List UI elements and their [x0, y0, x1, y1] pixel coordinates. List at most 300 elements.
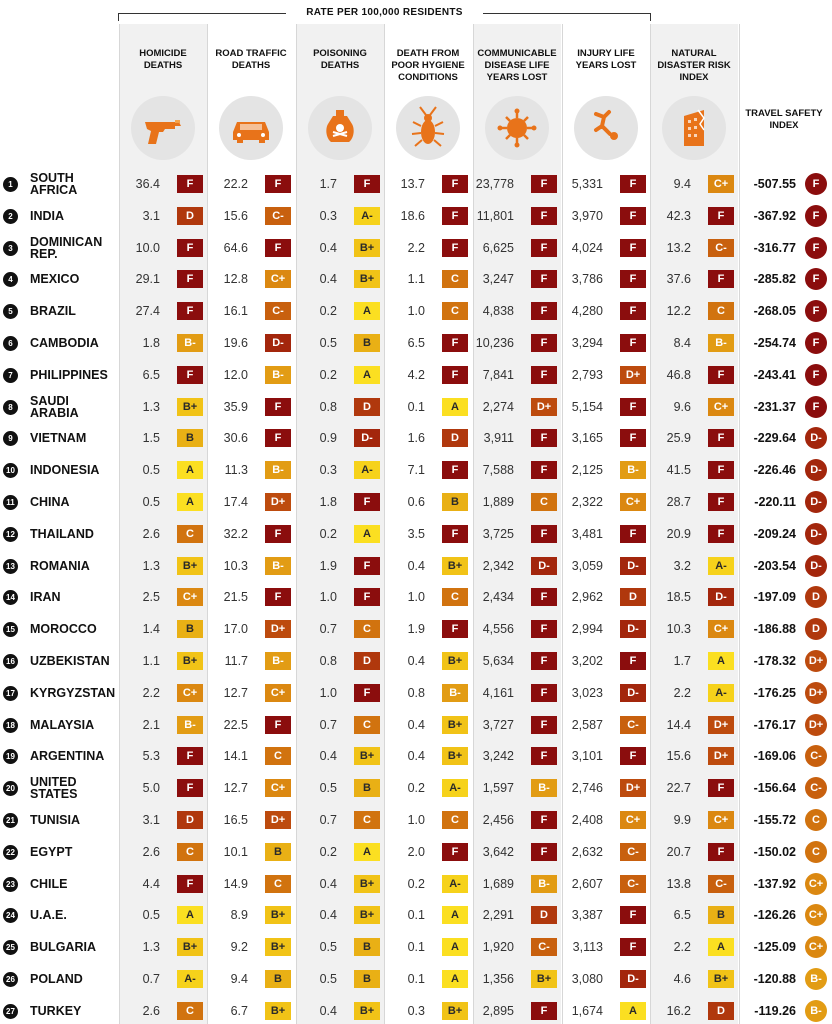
rank-badge: 27 [3, 1004, 18, 1019]
cell-value: 0.2 [407, 781, 425, 796]
grade-badge: F [708, 779, 734, 797]
grade-badge: F [708, 843, 734, 861]
cell-value: 2,793 [571, 367, 603, 382]
grade-badge: C+ [265, 270, 291, 288]
cell-value: 3,642 [482, 844, 514, 859]
grade-badge: B+ [177, 398, 203, 416]
column-header-disease: COMMUNICABLE DISEASE LIFE YEARS LOST [477, 48, 557, 83]
country-name: EGYPT [30, 844, 73, 859]
grade-badge: B+ [265, 906, 291, 924]
travel-safety-index-value: -220.11 [754, 495, 796, 509]
rank-badge: 8 [3, 400, 18, 415]
rank-badge: 3 [3, 241, 18, 256]
country-name: MOROCCO [30, 622, 97, 637]
travel-safety-index-value: -169.06 [753, 749, 796, 764]
cell-value: 25.9 [666, 431, 691, 446]
country-name: UZBEKISTAN [30, 654, 110, 668]
cell-value: 0.1 [407, 908, 425, 923]
cell-value: 6.5 [407, 336, 425, 350]
column-header-disaster: NATURAL DISASTER RISK INDEX [657, 48, 731, 83]
travel-safety-grade-badge: D- [805, 427, 827, 449]
travel-safety-index-value: -197.09 [753, 590, 796, 605]
cell-value: 1.4 [142, 622, 160, 637]
cell-value: 1,920 [482, 940, 514, 955]
travel-safety-grade-badge: D- [805, 491, 827, 513]
table-row [0, 454, 832, 486]
grade-badge: F [531, 684, 557, 702]
grade-badge: F [620, 175, 646, 193]
cell-value: 9.9 [673, 813, 691, 827]
grade-badge: F [177, 239, 203, 257]
country-name: UNITED STATES [30, 775, 78, 802]
grade-badge: C [177, 525, 203, 543]
virus-icon [485, 96, 549, 160]
table-row [0, 772, 832, 804]
grade-badge: F [531, 429, 557, 447]
cell-value: 0.4 [319, 749, 337, 764]
cell-value: 42.3 [666, 208, 691, 223]
cockroach-icon [396, 96, 460, 160]
table-row [0, 422, 832, 454]
travel-safety-index-value: -231.37 [753, 399, 796, 414]
table-row [0, 836, 832, 868]
grade-badge: F [531, 270, 557, 288]
grade-badge: F [442, 366, 468, 384]
grade-badge: B+ [531, 970, 557, 988]
cell-value: 1.6 [407, 431, 425, 446]
cell-value: 3,165 [571, 431, 603, 446]
grade-badge: C+ [708, 620, 734, 638]
cell-value: 0.4 [319, 876, 337, 891]
cell-value: 22.7 [666, 781, 691, 796]
travel-safety-index-value: -186.88 [753, 622, 796, 637]
grade-badge: B- [265, 366, 291, 384]
cell-value: 0.4 [319, 908, 337, 923]
rank-badge: 14 [3, 590, 18, 605]
grade-badge: F [531, 716, 557, 734]
cell-value: 2,434 [482, 590, 514, 605]
cell-value: 3,727 [482, 717, 514, 732]
rank-badge: 16 [3, 654, 18, 669]
grade-badge: D+ [531, 398, 557, 416]
table-row [0, 963, 832, 995]
cell-value: 1.0 [319, 685, 337, 700]
rank-badge: 7 [3, 368, 18, 383]
cell-value: 2,274 [482, 399, 514, 414]
cell-value: 0.2 [319, 526, 337, 541]
grade-badge: C- [531, 938, 557, 956]
grade-badge: F [265, 239, 291, 257]
cell-value: 0.6 [407, 495, 425, 509]
cell-value: 2.6 [142, 844, 160, 859]
grade-badge: A [442, 938, 468, 956]
travel-safety-index-value: -254.74 [753, 336, 796, 350]
cell-value: 1,674 [571, 1003, 603, 1018]
cell-value: 10.3 [223, 558, 248, 573]
grade-badge: F [442, 334, 468, 352]
damaged-building-icon [662, 96, 726, 160]
cell-value: 0.4 [319, 240, 337, 255]
grade-badge: C+ [265, 779, 291, 797]
cell-value: 1.3 [142, 399, 160, 414]
grade-badge: B [177, 620, 203, 638]
grade-badge: D- [265, 334, 291, 352]
country-name: INDONESIA [30, 463, 100, 478]
grade-badge: F [177, 779, 203, 797]
cell-value: 13.2 [666, 240, 691, 255]
grade-badge: B- [177, 334, 203, 352]
cell-value: 3,059 [571, 558, 603, 573]
travel-safety-index-header: TRAVEL SAFETY INDEX [745, 108, 823, 131]
cell-value: 0.8 [319, 399, 337, 414]
grade-badge: C- [265, 302, 291, 320]
cell-value: 3.1 [142, 208, 160, 223]
poison-bottle-icon [308, 96, 372, 160]
cell-value: 32.2 [223, 526, 248, 541]
rank-badge: 24 [3, 908, 18, 923]
travel-safety-index-value: -176.17 [753, 717, 796, 732]
column-header-injury: INJURY LIFE YEARS LOST [575, 48, 637, 71]
cell-value: 22.2 [223, 177, 248, 191]
cell-value: 5,634 [482, 654, 514, 668]
cell-value: 0.9 [319, 431, 337, 446]
grade-badge: A- [708, 684, 734, 702]
cell-value: 2,342 [482, 558, 514, 573]
cell-value: 8.4 [673, 336, 691, 350]
cell-value: 0.1 [407, 972, 425, 986]
grade-badge: C [442, 811, 468, 829]
travel-safety-grade-badge: F [805, 205, 827, 227]
grade-badge: D+ [265, 493, 291, 511]
cell-value: 0.4 [407, 717, 425, 732]
travel-safety-index-value: -203.54 [753, 558, 796, 573]
grade-badge: F [177, 366, 203, 384]
cell-value: 0.4 [407, 654, 425, 668]
grade-badge: B+ [354, 1002, 380, 1020]
cell-value: 1,356 [482, 972, 514, 986]
column-header-poison: POISONING DEATHS [313, 48, 367, 71]
travel-safety-index-value: -119.26 [754, 1003, 796, 1018]
cell-value: 2.1 [142, 717, 160, 732]
rank-badge: 26 [3, 972, 18, 987]
grade-badge: C- [620, 716, 646, 734]
cell-value: 12.7 [223, 781, 248, 796]
cell-value: 1.7 [673, 654, 691, 668]
country-name: SOUTH AFRICA [30, 171, 78, 197]
cell-value: 2.2 [673, 685, 691, 700]
rank-badge: 20 [3, 781, 18, 796]
table-row [0, 486, 832, 518]
grade-badge: F [177, 747, 203, 765]
grade-badge: B [708, 906, 734, 924]
cell-value: 14.1 [223, 749, 248, 764]
cell-value: 9.6 [673, 399, 691, 414]
grade-badge: A [442, 398, 468, 416]
grade-badge: A [708, 938, 734, 956]
column-header-homicide: HOMICIDE DEATHS [139, 48, 187, 71]
rank-badge: 25 [3, 940, 18, 955]
grade-badge: F [177, 875, 203, 893]
grade-badge: F [442, 239, 468, 257]
grade-badge: C+ [177, 684, 203, 702]
cell-value: 2,746 [571, 781, 603, 796]
cell-value: 21.5 [223, 590, 248, 605]
travel-safety-grade-badge: C+ [805, 904, 827, 926]
grade-badge: D- [708, 588, 734, 606]
cell-value: 3,481 [571, 526, 603, 541]
grade-badge: C+ [620, 493, 646, 511]
travel-safety-grade-badge: D+ [805, 682, 827, 704]
grade-badge: F [708, 207, 734, 225]
falling-person-icon [574, 96, 638, 160]
grade-badge: F [265, 525, 291, 543]
cell-value: 5.3 [142, 749, 160, 764]
cell-value: 2,632 [571, 844, 603, 859]
grade-badge: F [620, 398, 646, 416]
cell-value: 13.7 [400, 177, 425, 191]
grade-badge: D [354, 652, 380, 670]
grade-badge: F [442, 620, 468, 638]
travel-safety-grade-badge: F [805, 332, 827, 354]
cell-value: 10,236 [475, 336, 514, 350]
cell-value: 18.6 [400, 208, 425, 223]
travel-safety-grade-badge: B- [805, 1000, 827, 1022]
travel-safety-grade-badge: F [805, 300, 827, 322]
cell-value: 3,242 [482, 749, 514, 764]
cell-value: 6.5 [142, 367, 160, 382]
cell-value: 7,841 [482, 367, 514, 382]
table-row [0, 359, 832, 391]
grade-badge: B+ [442, 747, 468, 765]
cell-value: 23,778 [475, 177, 514, 191]
cell-value: 1.7 [319, 177, 337, 191]
country-name: IRAN [30, 590, 61, 605]
cell-value: 3,101 [571, 749, 603, 764]
car-icon [219, 96, 283, 160]
country-name: PHILIPPINES [30, 367, 108, 382]
cell-value: 17.4 [223, 495, 248, 509]
country-name: CHINA [30, 495, 70, 509]
grade-badge: F [442, 175, 468, 193]
grade-badge: F [620, 906, 646, 924]
grade-badge: A- [354, 461, 380, 479]
grade-badge: C- [620, 875, 646, 893]
cell-value: 12.7 [223, 685, 248, 700]
cell-value: 2,125 [571, 463, 603, 478]
travel-safety-grade-badge: D+ [805, 650, 827, 672]
cell-value: 2,994 [571, 622, 603, 637]
grade-badge: F [531, 302, 557, 320]
table-row [0, 200, 832, 232]
cell-value: 2,607 [571, 876, 603, 891]
travel-safety-index-value: -226.46 [753, 463, 796, 478]
cell-value: 0.4 [319, 1003, 337, 1018]
grade-badge: F [531, 175, 557, 193]
grade-badge: C+ [708, 175, 734, 193]
country-name: ARGENTINA [30, 749, 105, 764]
rank-badge: 2 [3, 209, 18, 224]
cell-value: 14.9 [223, 876, 248, 891]
column-header-hygiene: DEATH FROM POOR HYGIENE CONDITIONS [391, 48, 465, 83]
cell-value: 20.7 [666, 844, 691, 859]
grade-badge: A- [708, 557, 734, 575]
cell-value: 3,725 [482, 526, 514, 541]
cell-value: 0.5 [142, 495, 160, 509]
travel-safety-grade-badge: C+ [805, 936, 827, 958]
grade-badge: B+ [265, 1002, 291, 1020]
grade-badge: F [531, 747, 557, 765]
country-name: TURKEY [30, 1003, 82, 1018]
grade-badge: D [620, 588, 646, 606]
country-name: TUNISIA [30, 813, 80, 827]
cell-value: 0.5 [142, 908, 160, 923]
cell-value: 2,895 [482, 1003, 514, 1018]
cell-value: 16.1 [223, 304, 248, 319]
gun-icon [131, 96, 195, 160]
grade-badge: B+ [354, 906, 380, 924]
country-name: DOMINICAN REP. [30, 234, 103, 261]
grade-badge: D+ [708, 716, 734, 734]
grade-badge: B- [265, 557, 291, 575]
table-row [0, 232, 832, 264]
cell-value: 19.6 [223, 336, 248, 350]
cell-value: 4,556 [482, 622, 514, 637]
grade-badge: B+ [265, 938, 291, 956]
grade-badge: F [177, 175, 203, 193]
cell-value: 2.2 [142, 685, 160, 700]
country-name: MEXICO [30, 272, 80, 287]
cell-value: 3,970 [571, 208, 603, 223]
cell-value: 1.9 [407, 622, 425, 637]
cell-value: 0.7 [319, 622, 337, 637]
grade-badge: F [620, 334, 646, 352]
grade-badge: A- [177, 970, 203, 988]
grade-badge: D- [620, 684, 646, 702]
cell-value: 2,408 [571, 813, 603, 827]
grade-badge: B+ [177, 938, 203, 956]
grade-badge: D [177, 811, 203, 829]
table-row [0, 645, 832, 677]
table-row [0, 295, 832, 327]
cell-value: 4.6 [673, 972, 691, 986]
rank-badge: 12 [3, 527, 18, 542]
grade-badge: B [442, 493, 468, 511]
travel-safety-index-value: -126.26 [753, 908, 796, 923]
grade-badge: A [177, 906, 203, 924]
cell-value: 4,161 [482, 685, 514, 700]
travel-safety-grade-badge: F [805, 364, 827, 386]
grade-badge: C [354, 811, 380, 829]
cell-value: 3.1 [142, 813, 160, 827]
cell-value: 1.9 [319, 558, 337, 573]
rank-badge: 4 [3, 272, 18, 287]
cell-value: 4,280 [571, 304, 603, 319]
cell-value: 0.2 [407, 876, 425, 891]
grade-badge: C+ [620, 811, 646, 829]
cell-value: 2,962 [571, 590, 603, 605]
cell-value: 3,786 [571, 272, 603, 287]
grade-badge: F [620, 207, 646, 225]
cell-value: 12.2 [666, 304, 691, 319]
grade-badge: B- [442, 684, 468, 702]
rank-badge: 11 [3, 495, 18, 510]
grade-badge: F [531, 588, 557, 606]
grade-badge: F [531, 461, 557, 479]
grade-badge: C [354, 620, 380, 638]
country-name: ROMANIA [30, 558, 90, 573]
grade-badge: B+ [354, 239, 380, 257]
grade-badge: B [265, 970, 291, 988]
travel-safety-index-value: -178.32 [753, 654, 796, 668]
grade-badge: F [354, 684, 380, 702]
cell-value: 3,294 [571, 336, 603, 350]
grade-badge: F [442, 843, 468, 861]
travel-safety-grade-badge: D- [805, 459, 827, 481]
cell-value: 11.3 [224, 463, 248, 478]
grade-badge: D- [531, 557, 557, 575]
country-name: U.A.E. [30, 908, 67, 923]
grade-badge: B- [531, 875, 557, 893]
grade-badge: F [354, 175, 380, 193]
grade-badge: F [531, 525, 557, 543]
grade-badge: F [354, 588, 380, 606]
cell-value: 1.1 [407, 272, 425, 287]
travel-safety-grade-badge: C- [805, 745, 827, 767]
cell-value: 10.3 [666, 622, 691, 637]
grade-badge: F [531, 1002, 557, 1020]
grade-badge: B+ [354, 270, 380, 288]
cell-value: 4.2 [407, 367, 425, 382]
grade-badge: F [620, 302, 646, 320]
grade-badge: F [708, 270, 734, 288]
country-name: THAILAND [30, 526, 94, 541]
cell-value: 20.9 [666, 526, 691, 541]
travel-safety-grade-badge: C- [805, 777, 827, 799]
cell-value: 16.5 [223, 813, 248, 827]
rank-badge: 17 [3, 686, 18, 701]
grade-badge: B- [265, 652, 291, 670]
cell-value: 22.5 [223, 717, 248, 732]
cell-value: 3,247 [482, 272, 514, 287]
cell-value: 6,625 [482, 240, 514, 255]
grade-badge: C+ [708, 398, 734, 416]
travel-safety-index-value: -285.82 [753, 272, 796, 287]
travel-safety-index-value: -268.05 [753, 304, 796, 319]
cell-value: 2.0 [407, 844, 425, 859]
cell-value: 9.2 [230, 940, 248, 955]
grade-badge: B+ [442, 716, 468, 734]
cell-value: 29.1 [135, 272, 160, 287]
cell-value: 2.6 [142, 1003, 160, 1018]
grade-badge: A [354, 302, 380, 320]
travel-safety-index-value: -243.41 [753, 367, 796, 382]
travel-safety-index-value: -316.77 [753, 240, 796, 255]
travel-safety-index-value: -125.09 [753, 940, 796, 955]
cell-value: 5,331 [571, 177, 603, 191]
column-header-road: ROAD TRAFFIC DEATHS [215, 48, 287, 71]
travel-safety-grade-badge: F [805, 237, 827, 259]
grade-badge: F [620, 747, 646, 765]
cell-value: 6.5 [673, 908, 691, 923]
grade-badge: B+ [177, 652, 203, 670]
cell-value: 0.5 [319, 336, 337, 350]
cell-value: 10.0 [135, 240, 160, 255]
cell-value: 9.4 [673, 177, 691, 191]
table-row [0, 168, 832, 200]
cell-value: 0.4 [407, 749, 425, 764]
grade-badge: C- [265, 207, 291, 225]
grade-badge: C [177, 1002, 203, 1020]
